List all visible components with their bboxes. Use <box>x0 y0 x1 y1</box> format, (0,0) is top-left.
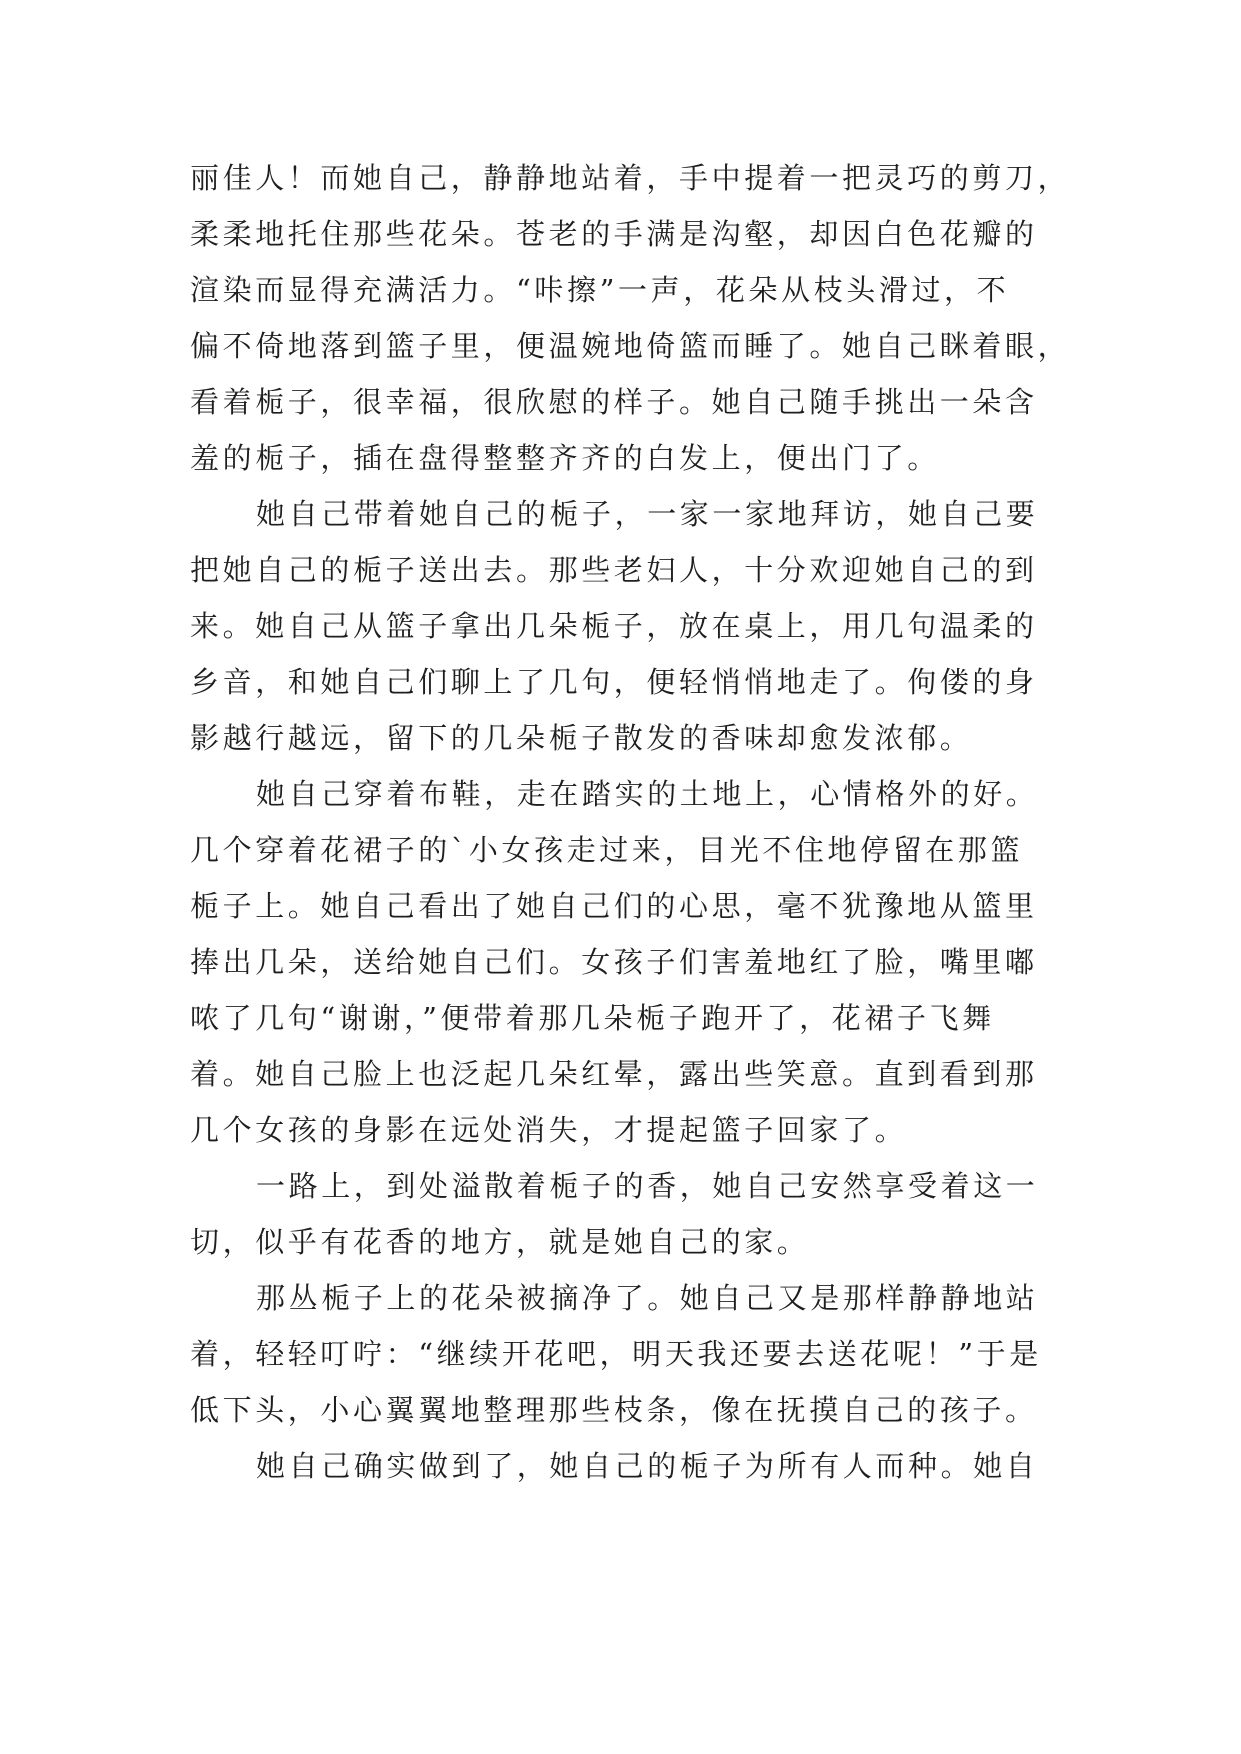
text-line: 羞的栀子，插在盘得整整齐齐的白发上，便出门了。 <box>190 441 940 475</box>
text-line: 哝了几句“谢谢，”便带着那几朵栀子跑开了，花裙子飞舞 <box>190 1001 995 1035</box>
text-line: 丽佳人！而她自己，静静地站着，手中提着一把灵巧的剪刀， <box>190 161 1071 195</box>
text-line: 偏不倚地落到篮子里，便温婉地倚篮而睡了。她自己眯着眼， <box>190 329 1071 363</box>
text-line: 着，轻轻叮咛：“继续开花吧，明天我还要去送花呢！”于是 <box>190 1337 1042 1371</box>
paragraph-first-line: 她自己穿着布鞋，走在踏实的土地上，心情格外的好。 <box>256 777 1039 811</box>
text-line: 捧出几朵，送给她自己们。女孩子们害羞地红了脸，嘴里嘟 <box>190 945 1038 979</box>
paragraph-first-line: 她自己确实做到了，她自己的栀子为所有人而种。她自 <box>256 1449 1039 1483</box>
text-line: 着。她自己脸上也泛起几朵红晕，露出些笑意。直到看到那 <box>190 1057 1038 1091</box>
text-line: 乡音，和她自己们聊上了几句，便轻悄悄地走了。佝偻的身 <box>190 665 1038 699</box>
text-line: 几个穿着花裙子的`小女孩走过来，目光不住地停留在那篮 <box>190 833 1024 867</box>
text-line: 看着栀子，很幸福，很欣慰的样子。她自己随手挑出一朵含 <box>190 385 1038 419</box>
text-line: 影越行越远，留下的几朵栀子散发的香味却愈发浓郁。 <box>190 721 973 755</box>
text-line: 低下头，小心翼翼地整理那些枝条，像在抚摸自己的孩子。 <box>190 1393 1038 1427</box>
paragraph-first-line: 她自己带着她自己的栀子，一家一家地拜访，她自己要 <box>256 497 1039 531</box>
paragraph-first-line: 那丛栀子上的花朵被摘净了。她自己又是那样静静地站 <box>256 1281 1039 1315</box>
text-line: 渲染而显得充满活力。“咔擦”一声，花朵从枝头滑过，不 <box>190 273 1010 307</box>
body-text <box>190 150 1071 1494</box>
text-line: 栀子上。她自己看出了她自己们的心思，毫不犹豫地从篮里 <box>190 889 1038 923</box>
text-line: 柔柔地托住那些花朵。苍老的手满是沟壑，却因白色花瓣的 <box>190 217 1038 251</box>
text-line: 把她自己的栀子送出去。那些老妇人，十分欢迎她自己的到 <box>190 553 1038 587</box>
text-line: 来。她自己从篮子拿出几朵栀子，放在桌上，用几句温柔的 <box>190 609 1038 643</box>
text-line: 几个女孩的身影在远处消失，才提起篮子回家了。 <box>190 1113 908 1147</box>
paragraph-first-line: 一路上，到处溢散着栀子的香，她自己安然享受着这一 <box>256 1169 1039 1203</box>
text-line: 切，似乎有花香的地方，就是她自己的家。 <box>190 1225 810 1259</box>
